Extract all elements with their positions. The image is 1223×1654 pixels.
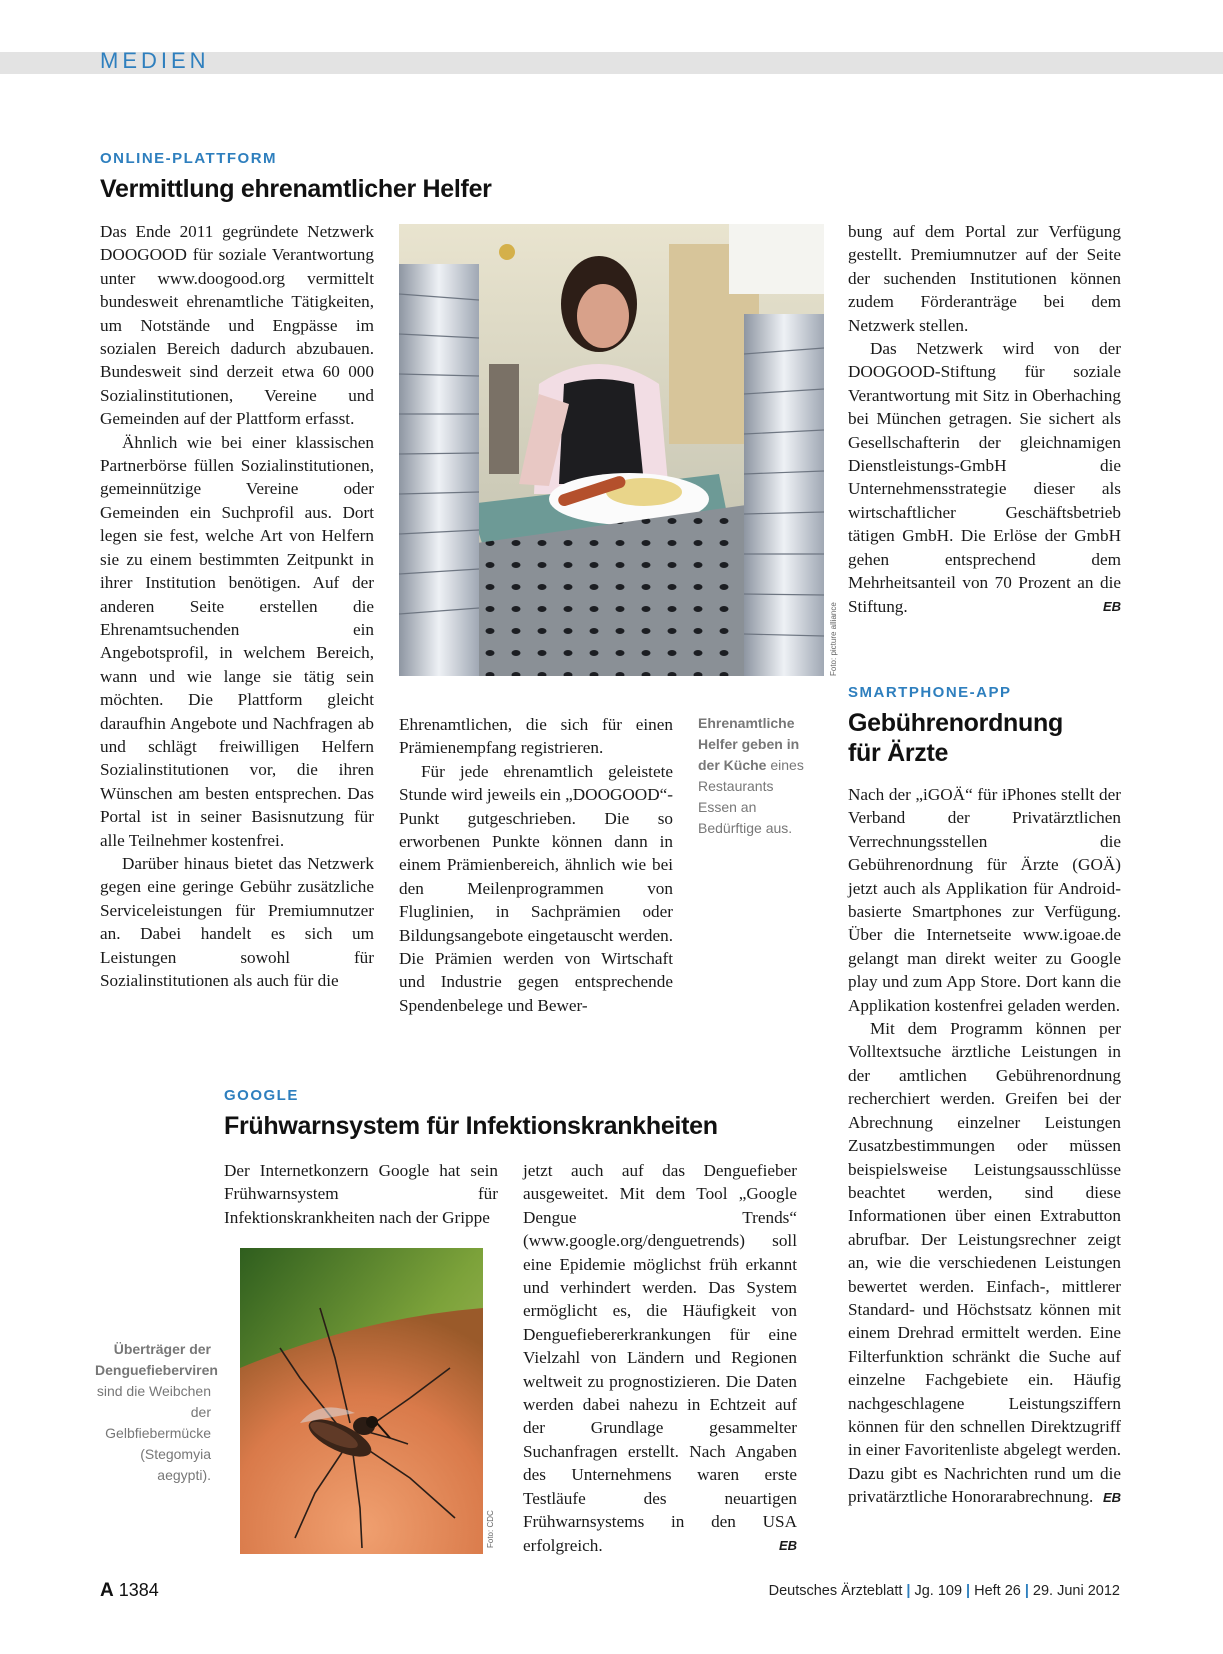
article3-headline [848, 708, 1063, 768]
section-label: MEDIEN [100, 48, 210, 73]
article2-column-1 [224, 1159, 498, 1229]
article1-column-2 [399, 713, 673, 1017]
kitchen-photo-caption [698, 713, 816, 839]
headline-line: für Ärzte [848, 739, 949, 767]
paragraph: Das Ende 2011 gegründete Netzwerk DOOGOOD für soziale Verantwortung unter www.doogood.org vermittelt bundesweit ehrenamtliche Tätigkeiten, um Notstände und Engpässe im sozialen Bereich dadurch abzubauen. Bundesweit sind derzeit etwa 60 000 Sozialinstitutionen, Vereine und Gemeinden auf der Plattform erfasst. [100, 222, 374, 429]
paragraph: Ähnlich wie bei einer klassischen Partnerbörse füllen Sozialinstitutionen, gemeinnützige Vereine oder Gemeinden ein Suchprofil aus. Dort legen sie fest, welche Art von Helfern sie zu einem bestimmten Zeitpunkt in ihrer Institution benötigen. Auf der anderen Seite erstellen die Ehrenamtsuchenden ein Angebotsprofil, in welchem Bereich, wann und wie lange sie tätig sein möchten. Die Plattform gleicht daraufhin Angebote und Nachfragen ab und schlägt freiwilligen Helfern Sozialinstitutionen vor, die ihren Wünschen am besten entsprechen. Das Portal ist in seiner Basisnutzung für alle Teilnehmer kostenfrei. [100, 432, 374, 850]
mosquito-photo-caption [95, 1339, 218, 1486]
article1-column-1 [100, 220, 374, 992]
caption-text: eines Restaurants Essen an Bedürftige aus. [698, 757, 804, 836]
paragraph: bung auf dem Portal zur Verfügung gestellt. Premiumnutzer auf der Seite der suchenden Institutionen können zudem Förderanträge bei dem Netzwerk stellen. [848, 222, 1121, 335]
paragraph: Darüber hinaus bietet das Netzwerk gegen eine geringe Gebühr zusätzliche Serviceleistungen für Premiumnutzer an. Dabei handelt es sich um Leistungen sowohl für Sozialinstitutionen als auch für die [100, 853, 374, 990]
caption-lead: Ehrenamtliche Helfer geben in der Küche [698, 715, 800, 773]
headline-line: Gebührenordnung [848, 709, 1063, 737]
caption-lead: Überträger der Denguefieberviren [95, 1341, 218, 1378]
photo-credit: Foto: CDC [486, 1510, 495, 1548]
journal-volume: Jg. 109 [914, 1583, 963, 1599]
article1-kicker: ONLINE-PLATTFORM [100, 150, 278, 167]
journal-issue: Heft 26 [974, 1583, 1021, 1599]
kitchen-photo [399, 224, 824, 676]
caption-text: sind die Weibchen der Gelbfiebermücke (Stegomyia aegypti). [96, 1383, 211, 1483]
paragraph: Mit dem Programm können per Volltextsuche ärztliche Leistungen in der amtlichen Gebührenordnung recherchiert werden. Greifen bei der Abrechnung einzelner Leistungen Zusatzbestimmungen oder müssen beispielsweise Leistungsausschlüsse beachtet werden, sind diese Informationen über einen Extrabutton abrufbar. Der Leistungsrechner zeigt an, wie die verschiedenen Leistungen bewertet werden. Einfach-, mittlerer Standard- und Höchstsatz können mit einem Drehrad ermittelt werden. Eine Filterfunktion schränkt die Suche auf einzelne Fachgebiete ein. Häufig nachgeschlagene Leistungsziffern können für den schnellen Direktzugriff in einer Favoritenliste abgelegt werden. Dazu gibt es Nachrichten rund um die privatärztliche Honorarabrechnung. [848, 1019, 1121, 1507]
author-initials: EB [778, 1537, 797, 1553]
paragraph: Für jede ehrenamtlich geleistete Stunde wird jeweils ein „DOOGOOD“-Punkt gutgeschrieben. Die so erworbenen Punkte können dann in einem Prämienbereich, ähnlich wie bei den Meilenprogrammen von Fluglinien, in Sachprämien oder Bildungsangebote eingetauscht werden. Die Prämien werden von Wirtschaft und Industrie gegen entsprechende Spendenbelege und Bewer- [399, 761, 673, 1015]
author-initials: EB [1102, 598, 1121, 614]
article2-kicker: GOOGLE [224, 1087, 299, 1104]
photo-credit: Foto: picture alliance [829, 602, 838, 676]
article2-headline: Frühwarnsystem für Infektionskrankheiten [224, 1112, 718, 1140]
article1-column-3 [848, 220, 1121, 618]
paragraph: Ehrenamtlichen, die sich für einen Prämienempfang registrieren. [399, 715, 673, 758]
journal-info: Deutsches Ärzteblatt | Jg. 109 | Heft 26 | 29. Juni 2012 [768, 1583, 1120, 1599]
paragraph: Das Netzwerk wird von der DOOGOOD-Stiftung für soziale Verantwortung mit Sitz in Oberhaching bei München getragen. Sie sichert als Gesellschafterin der gleichnamigen Dienstleistungs-GmbH die Unternehmensstrategie dieser als wirtschaftlicher Geschäftsbetrieb tätigen GmbH. Die Erlöse der GmbH gehen entsprechend dem Mehrheitsanteil von 70 Prozent an die Stiftung. [848, 339, 1121, 616]
author-initials: EB [1102, 1489, 1121, 1505]
mosquito-photo [240, 1248, 483, 1554]
paragraph: Nach der „iGOÄ“ für iPhones stellt der Verband der Privatärztlichen Verrechnungsstellen die Gebührenordnung für Ärzte (GOÄ) jetzt auch als Applikation für Android-basierte Smartphones zur Verfügung. Über die Internetseite www.igoae.de gelangt man direkt weiter zu Google play und zum App Store. Dort kann die Applikation kostenfrei geladen werden. [848, 785, 1121, 1015]
kitchen-photo-image [399, 224, 824, 676]
page-prefix: A [100, 1580, 114, 1601]
article2-column-2 [523, 1159, 797, 1557]
page-number [100, 1580, 159, 1602]
article3-column [848, 783, 1121, 1509]
paragraph: Der Internetkonzern Google hat sein Frühwarnsystem für Infektionskrankheiten nach der Grippe [224, 1161, 498, 1227]
journal-date: 29. Juni 2012 [1032, 1583, 1120, 1599]
page-number-value: 1384 [118, 1580, 159, 1600]
paragraph: jetzt auch auf das Denguefieber ausgeweitet. Mit dem Tool „Google Dengue Trends“ (www.google.org/denguetrends) soll eine Epidemie möglichst früh erkannt und verhindert werden. Das System ermöglicht es, die Häufigkeit von Denguefiebererkrankungen für eine Vielzahl von Ländern und Regionen weltweit zu prognostizieren. Die Daten werden dabei nahezu in Echtzeit auf der Grundlage gesammelter Suchanfragen erstellt. Nach Angaben des Unternehmens waren erste Testläufe des neuartigen Frühwarnsystems in den USA erfolgreich. [523, 1161, 797, 1555]
mosquito-photo-image [240, 1248, 483, 1554]
article1-headline: Vermittlung ehrenamtlicher Helfer [100, 175, 492, 203]
journal-title: Deutsches Ärzteblatt [768, 1583, 903, 1599]
article3-kicker: SMARTPHONE-APP [848, 684, 1012, 701]
